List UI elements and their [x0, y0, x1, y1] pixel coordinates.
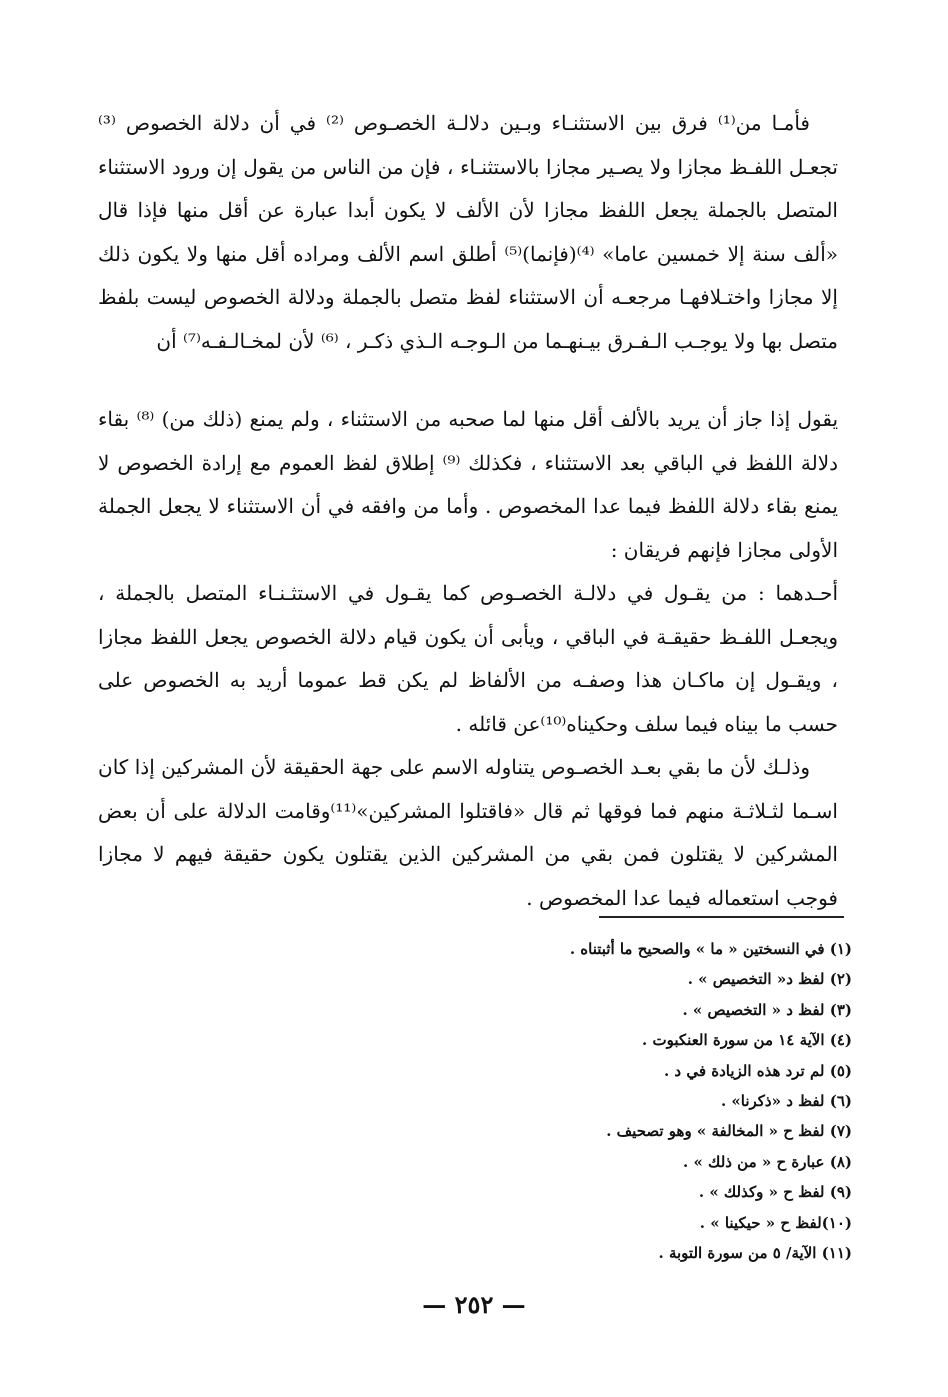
footnote: (٥) لم ترد هذه الزيادة في د . [663, 1061, 852, 1080]
footnote: (١١) الآية/ ٥ من سورة التوبة . [658, 1244, 852, 1263]
footnote: (٩) لفظ ح « وكذلك » . [698, 1183, 852, 1202]
paragraph-1: فأمـا من⁽¹⁾ فرق بين الاستثنـاء وبـين دلالـة الخصـوص ⁽²⁾ في أن دلالة الخصوص ⁽³⁾ تجعـل اللفـظ مجازا ولا يصـير مجازا بالاستثنـاء ، فإن من الناس من يقول إن ورود الاستثناء المتصل بالجملة يجعل اللفظ مجازا لأن الألف لا يكون أبدا عبارة عن أقل منها فإذا قال «ألف سنة إلا خمسين عاما» ⁽⁴⁾(فإنما)⁽⁵⁾ أطلق اسم الألف ومراده أقل منها ولا يكون ذلك إلا مجازا واختـلافهـا مرجعـه أن الاستثناء لفظ متصل بالجملة ودلالة الخصوص ليست بلفظ متصل بها ولا يوجـب الـفـرق بيـنهـما من الـوجـه الـذي ذكـر ، ⁽⁶⁾ لأن لمخـالـفـه⁽⁷⁾ أن [98, 111, 838, 353]
paragraph-gap [98, 363, 838, 398]
footnote: (١) في النسختين « ما » والصحيح ما أثبتناه . [569, 940, 852, 958]
footnote: (١٠)لفظ ح « حيكينا » . [699, 1213, 852, 1232]
footnote: (٧) لفظ ح « المخالفة » وهو تصحيف . [606, 1122, 852, 1141]
paragraph-2: يقول إذا جاز أن يريد بالألف أقل منها لما صحبه من الاستثناء ، ولم يمنع (ذلك من) ⁽⁸⁾ بقاء دلالة اللفظ في الباقي بعد الاستثناء ، فكذلك ⁽⁹⁾ إطلاق لفظ العموم مع إرادة الخصوص لا يمنع بقاء دلالة اللفظ فيما عدا المخصوص . وأما من وافقه في أن الاستثناء لا يجعل الجملة الأولى مجازا فإنهم فريقان : [98, 407, 839, 562]
footnote: (٢) لفظ د« التخصيص » . [687, 970, 852, 989]
footnotes [352, 934, 852, 1268]
main-text [98, 102, 838, 920]
footnote-divider [599, 916, 844, 918]
footnote: (٤) الآية ١٤ من سورة العنكبوت . [642, 1031, 852, 1050]
paragraph-4: وذلـك لأن ما بقي بعـد الخصـوص يتناوله الاسم على جهة الحقيقة لأن المشركين إذا كان اسـما لثـلاثـة منهم فما فوقها ثم قال «فاقتلوا المشركين»⁽¹¹⁾وقامت الدلالة على أن بعض المشركين لا يقتلون فمن بقي من المشركين الذين يقتلون يكون حقيقة فيهم لا مجازا فوجب استعماله فيما عدا المخصوص . [98, 755, 838, 910]
page-number: — ٢٥٢ — [422, 1290, 526, 1319]
paragraph-3: أحـدهما : من يقـول في دلالـة الخصـوص كما يقـول في الاستثـنـاء المتصل بالجملة ، ويجعـل اللفـظ حقيقـة في الباقي ، ويأبى أن يكون قيام دلالة الخصوص يجعل اللفظ مجازا ، ويقـول إن ماكـان هذا وصفـه من الألفاظ لم يكن قط عموما أريد به الخصوص على حسب ما بيناه فيما سلف وحكيناه⁽¹⁰⁾عن قائله . [98, 581, 838, 736]
footnote: (٣) لفظ د « التخصيص » . [682, 1000, 852, 1019]
footnote: (٦) لفظ د «ذكرنا» . [720, 1092, 852, 1111]
footnote: (٨) عبارة ح « من ذلك » . [683, 1152, 852, 1171]
